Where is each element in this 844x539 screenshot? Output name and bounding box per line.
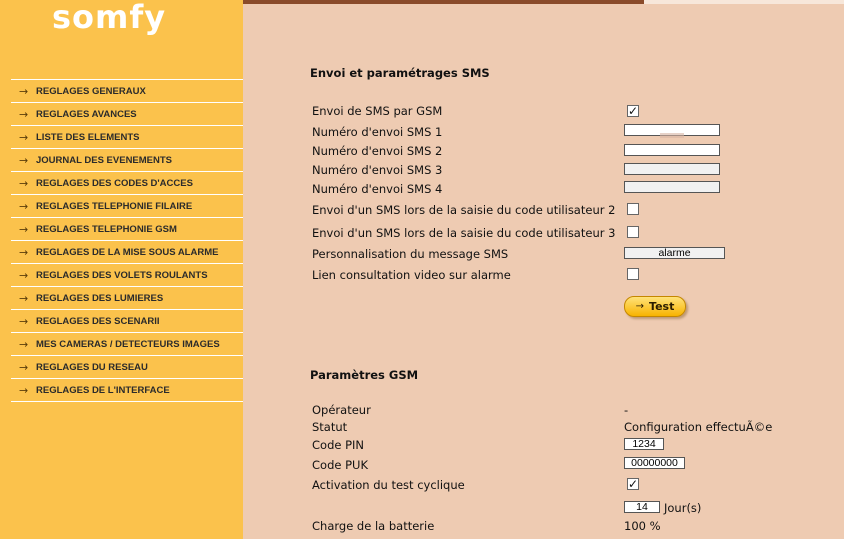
operator-value: - (624, 403, 629, 417)
puk-label: Code PUK (312, 458, 368, 472)
video-link-checkbox[interactable] (627, 268, 639, 280)
sidebar-item-interface[interactable] (11, 379, 243, 402)
redacted-mark (660, 133, 684, 138)
top-accent-bar (243, 0, 644, 4)
arrow-right-icon: → (19, 130, 29, 144)
arrow-right-icon: → (19, 314, 29, 328)
sidebar-item-scenarii[interactable] (11, 310, 243, 333)
sms-number-1-label: Numéro d'envoi SMS 1 (312, 125, 443, 139)
sidebar-item-label: REGLAGES DES SCENARII (36, 315, 160, 327)
cyclic-test-label: Activation du test cyclique (312, 478, 465, 492)
sidebar-item-journal-des-evenements[interactable] (11, 149, 243, 172)
custom-message-label: Personnalisation du message SMS (312, 247, 509, 261)
sidebar-item-reglages-generaux[interactable] (11, 80, 243, 103)
sidebar-item-label: JOURNAL DES EVENEMENTS (36, 154, 173, 166)
sms-user-code-3-label: Envoi d'un SMS lors de la saisie du code utilisateur 3 (312, 226, 616, 240)
status-label: Statut (312, 420, 348, 434)
sidebar-item-label: REGLAGES DES VOLETS ROULANTS (36, 269, 208, 281)
send-sms-gsm-checkbox[interactable]: ✓ (628, 104, 639, 118)
sms-number-2-label: Numéro d'envoi SMS 2 (312, 144, 443, 158)
arrow-right-icon: → (19, 268, 29, 282)
sms-user-code-2-label: Envoi d'un SMS lors de la saisie du code utilisateur 2 (312, 203, 616, 217)
arrow-right-icon: → (635, 301, 645, 312)
sidebar-item-label: REGLAGES DE LA MISE SOUS ALARME (36, 246, 219, 258)
arrow-right-icon: → (19, 383, 29, 397)
sidebar-item-label: REGLAGES DE L'INTERFACE (36, 384, 170, 396)
sidebar-item-label: REGLAGES GENERAUX (36, 85, 146, 97)
battery-label: Charge de la batterie (312, 519, 435, 533)
sidebar-item-label: REGLAGES AVANCES (36, 108, 137, 120)
sidebar-item-telephonie-filaire[interactable] (11, 195, 243, 218)
status-value: Configuration effectuÃ©e (624, 420, 773, 434)
pin-label: Code PIN (312, 438, 365, 452)
arrow-right-icon: → (19, 360, 29, 374)
sidebar-item-codes-d-acces[interactable] (11, 172, 243, 195)
sms-number-3-label: Numéro d'envoi SMS 3 (312, 163, 443, 177)
sms-user-code-2-checkbox[interactable] (627, 203, 639, 215)
sms-number-4-input[interactable] (624, 181, 720, 193)
sms-user-code-3-checkbox[interactable] (627, 226, 639, 238)
cyclic-days-unit: Jour(s) (664, 501, 702, 515)
sidebar (0, 0, 243, 539)
arrow-right-icon: → (19, 291, 29, 305)
sms-number-2-input[interactable] (624, 144, 720, 156)
arrow-right-icon: → (19, 222, 29, 236)
pin-input[interactable] (624, 438, 664, 450)
operator-label: Opérateur (312, 403, 371, 417)
video-link-label: Lien consultation video sur alarme (312, 268, 511, 282)
puk-input[interactable] (624, 457, 685, 469)
sidebar-menu (11, 79, 243, 402)
sms-section-title: Envoi et paramétrages SMS (310, 66, 490, 80)
sidebar-item-volets-roulants[interactable] (11, 264, 243, 287)
sidebar-item-label: REGLAGES DES CODES D'ACCES (36, 177, 193, 189)
arrow-right-icon: → (19, 337, 29, 351)
sidebar-item-label: LISTE DES ELEMENTS (36, 131, 140, 143)
cyclic-test-checkbox[interactable]: ✓ (628, 477, 639, 491)
sidebar-item-cameras-detecteurs[interactable] (11, 333, 243, 356)
arrow-right-icon: → (19, 245, 29, 259)
test-button[interactable] (624, 296, 686, 317)
sidebar-item-telephonie-gsm[interactable] (11, 218, 243, 241)
gsm-section-title: Paramètres GSM (310, 368, 419, 382)
arrow-right-icon: → (19, 199, 29, 213)
sidebar-item-label: REGLAGES DU RESEAU (36, 361, 148, 373)
top-accent-bar-light (644, 0, 844, 4)
sidebar-item-mise-sous-alarme[interactable] (11, 241, 243, 264)
sms-number-4-label: Numéro d'envoi SMS 4 (312, 182, 443, 196)
sidebar-item-reglages-avances[interactable] (11, 103, 243, 126)
send-sms-gsm-label: Envoi de SMS par GSM (312, 104, 443, 118)
battery-value: 100 % (624, 519, 661, 533)
sidebar-item-reseau[interactable] (11, 356, 243, 379)
sidebar-item-label: REGLAGES DES LUMIERES (36, 292, 164, 304)
sidebar-item-liste-des-elements[interactable] (11, 126, 243, 149)
test-button-label: Test (649, 300, 675, 313)
arrow-right-icon: → (19, 153, 29, 167)
sidebar-item-lumieres[interactable] (11, 287, 243, 310)
cyclic-days-input[interactable] (624, 501, 660, 513)
sidebar-item-label: MES CAMERAS / DETECTEURS IMAGES (36, 338, 220, 350)
arrow-right-icon: → (19, 84, 29, 98)
custom-message-input[interactable] (624, 247, 725, 259)
sidebar-item-label: REGLAGES TELEPHONIE FILAIRE (36, 200, 193, 212)
arrow-right-icon: → (19, 176, 29, 190)
arrow-right-icon: → (19, 107, 29, 121)
sms-number-3-input[interactable] (624, 163, 720, 175)
somfy-logo: somfy (52, 0, 167, 36)
sidebar-item-label: REGLAGES TELEPHONIE GSM (36, 223, 177, 235)
